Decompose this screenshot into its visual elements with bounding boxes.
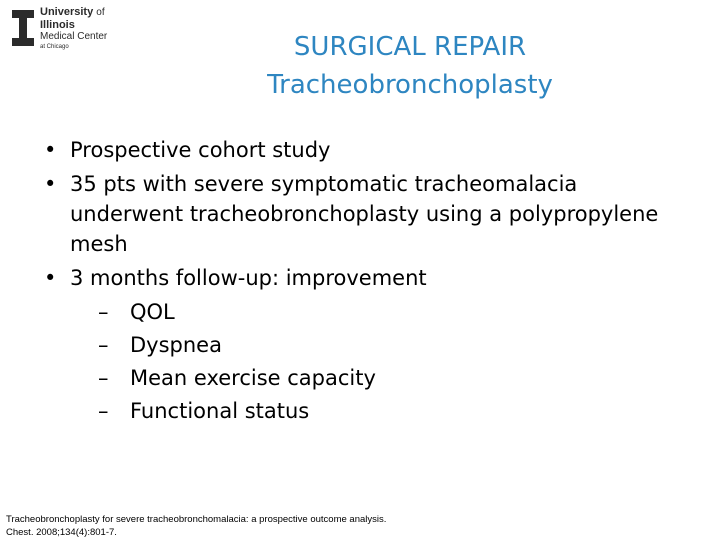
citation-title: Tracheobronchoplasty for severe tracheobronchomalacia: a prospective outcome analysis. — [6, 514, 387, 525]
university-logo — [10, 6, 110, 54]
bullet-item — [0, 135, 680, 165]
logo-medical-center: Medical Center — [40, 31, 108, 42]
sub-bullet-marker: – — [98, 366, 109, 390]
logo-mark-icon — [10, 8, 36, 48]
sub-bullet-item — [0, 363, 728, 393]
sub-bullet-marker: – — [98, 300, 109, 324]
sub-bullet-item — [0, 396, 728, 426]
sub-bullet-marker: – — [98, 399, 109, 423]
bullet-item — [0, 263, 680, 293]
bullet-item — [0, 169, 680, 259]
sub-bullet-text: QOL — [130, 300, 175, 324]
sub-bullet-item — [0, 297, 728, 327]
logo-university — [40, 6, 107, 19]
slide-title — [150, 28, 670, 104]
bullet-marker: • — [44, 266, 57, 290]
title-line-1: SURGICAL REPAIR — [293, 32, 527, 62]
bullet-marker: • — [44, 172, 57, 196]
sub-bullet-text: Dyspnea — [130, 333, 222, 357]
sub-bullet-text: Functional status — [130, 399, 310, 423]
bullet-text: 3 months follow-up: improvement — [70, 266, 427, 290]
bullet-marker: • — [44, 138, 57, 162]
logo-at-chicago: at Chicago — [40, 44, 69, 50]
slide-content — [0, 135, 728, 429]
sub-bullet-text: Mean exercise capacity — [130, 366, 376, 390]
logo-illinois: Illinois — [40, 19, 75, 31]
bullet-text: 35 pts with severe symptomatic tracheomalacia underwent tracheobronchoplasty using a polypropylene mesh — [70, 172, 659, 256]
logo-text — [40, 6, 107, 52]
sub-bullet-marker: – — [98, 333, 109, 357]
logo-of-word: of — [96, 7, 105, 18]
logo-university-word: University — [40, 6, 94, 18]
sub-bullet-item — [0, 330, 728, 360]
citation — [6, 513, 606, 539]
title-line-2: Tracheobronchoplasty — [267, 70, 553, 100]
citation-journal: Chest. 2008;134(4):801-7. — [6, 527, 117, 538]
bullet-text: Prospective cohort study — [70, 138, 331, 162]
